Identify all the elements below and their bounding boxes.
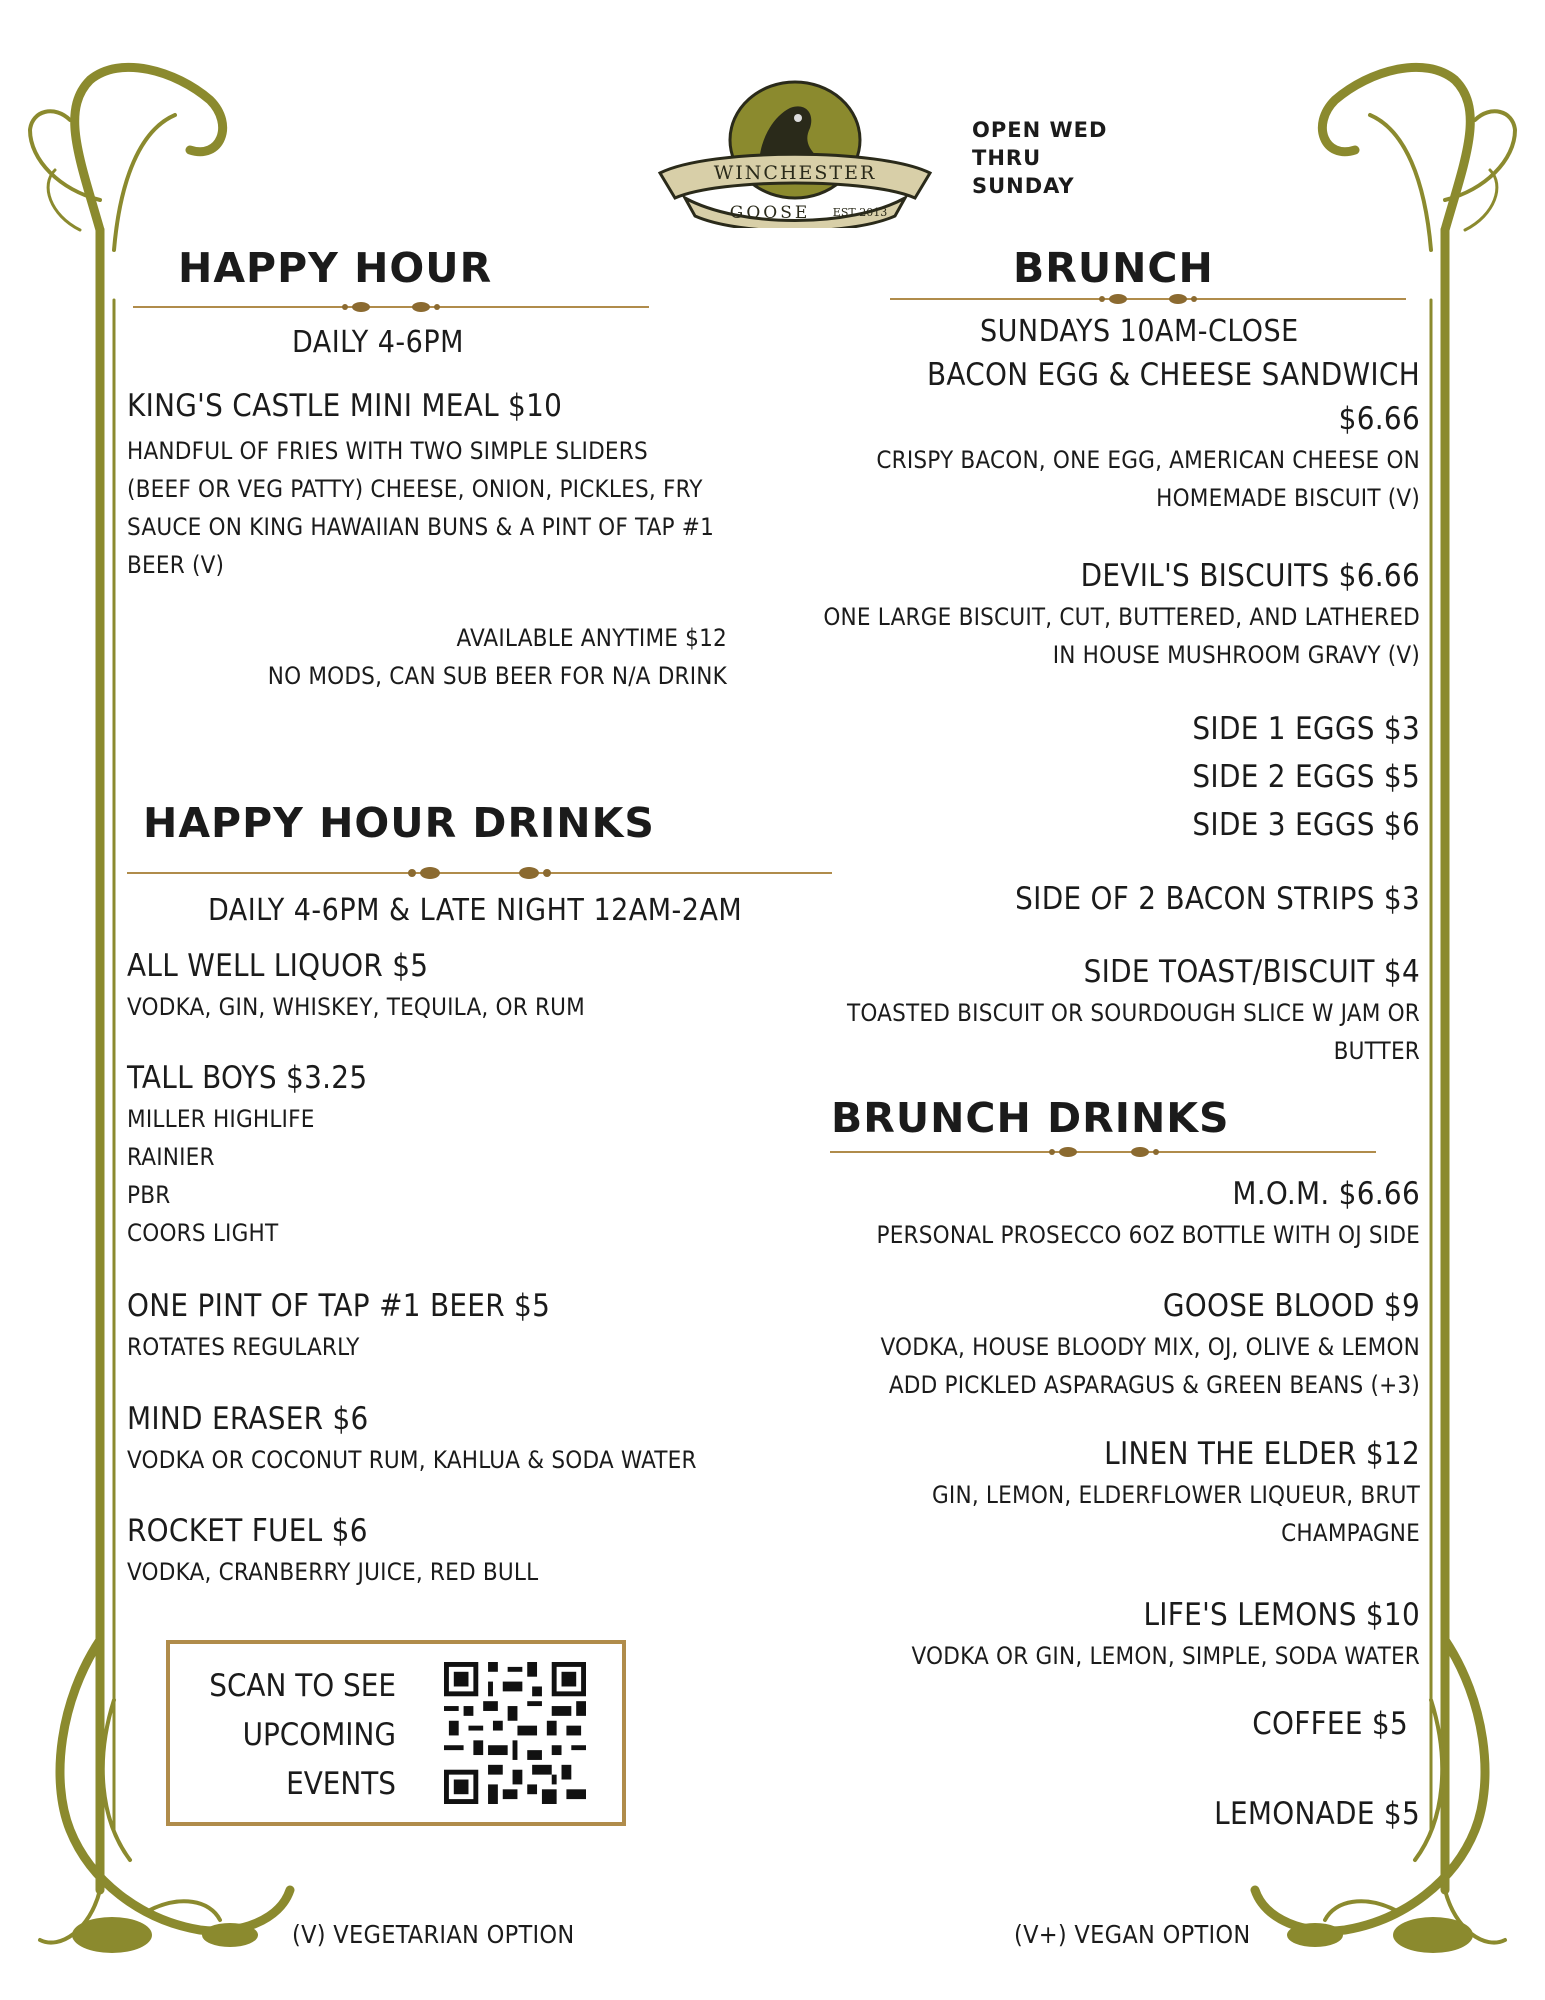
kings-castle-desc-line: BEER (V)	[127, 551, 225, 579]
drink-desc: VODKA OR COCONUT RUM, KAHLUA & SODA WATER	[127, 1446, 697, 1474]
side-2-eggs: SIDE 2 EGGS $5	[1192, 759, 1420, 795]
brunch-subheading: SUNDAYS 10AM-CLOSE	[980, 314, 1299, 349]
drink-title: ALL WELL LIQUOR $5	[127, 948, 429, 984]
toast-title: SIDE TOAST/BISCUIT $4	[1083, 954, 1420, 990]
happy-hour-drinks-heading: HAPPY HOUR DRINKS	[143, 799, 655, 847]
toast-desc-line: TOASTED BISCUIT OR SOURDOUGH SLICE W JAM OR	[846, 999, 1420, 1027]
qr-text-line: EVENTS	[286, 1766, 396, 1802]
kings-castle-desc-line: HANDFUL OF FRIES WITH TWO SIMPLE SLIDERS	[127, 437, 648, 465]
brunch-drinks-divider	[830, 1142, 1376, 1162]
open-line-2: THRU	[972, 146, 1042, 170]
open-line-1: OPEN WED	[972, 118, 1108, 142]
happy-hour-divider	[133, 297, 649, 317]
drink-item	[127, 1288, 550, 1366]
brunch-drink-title: M.O.M. $6.66	[1232, 1176, 1420, 1212]
kings-castle-item	[127, 388, 714, 584]
open-line-3: SUNDAY	[972, 174, 1075, 198]
qr-text-line: SCAN TO SEE	[209, 1668, 396, 1704]
kings-castle-desc-line: SAUCE ON KING HAWAIIAN BUNS & A PINT OF TAP #1	[127, 513, 715, 541]
drink-desc: VODKA, CRANBERRY JUICE, RED BULL	[127, 1558, 539, 1586]
side-1-eggs: SIDE 1 EGGS $3	[1192, 711, 1420, 747]
drink-title: MIND ERASER $6	[127, 1401, 369, 1437]
biscuits-title: DEVIL'S BISCUITS $6.66	[1080, 558, 1420, 594]
brunch-drink-title: LINEN THE ELDER $12	[1104, 1436, 1420, 1472]
brunch-drink-item	[780, 1436, 1420, 1552]
kings-castle-desc	[127, 432, 714, 584]
brunch-drink-title: GOOSE BLOOD $9	[1162, 1288, 1420, 1324]
brunch-drink-desc: PERSONAL PROSECCO 6OZ BOTTLE WITH OJ SIDE	[876, 1221, 1420, 1249]
brunch-drink-desc: VODKA OR GIN, LEMON, SIMPLE, SODA WATER	[911, 1642, 1420, 1670]
toast-item	[780, 954, 1420, 1070]
sandwich-desc	[780, 441, 1420, 517]
note-line: NO MODS, CAN SUB BEER FOR N/A DRINK	[267, 662, 727, 690]
brunch-drink-desc	[780, 1328, 1420, 1404]
brunch-heading: BRUNCH	[1013, 244, 1214, 292]
drink-title: ONE PINT OF TAP #1 BEER $5	[127, 1288, 551, 1324]
drink-desc: VODKA, GIN, WHISKEY, TEQUILA, OR RUM	[127, 993, 586, 1021]
qr-code-icon[interactable]	[444, 1662, 586, 1804]
drink-item	[127, 1513, 538, 1591]
happy-hour-drinks-subheading: DAILY 4-6PM & LATE NIGHT 12AM-2AM	[208, 893, 743, 928]
brunch-drink-desc-line: ADD PICKLED ASPARAGUS & GREEN BEANS (+3)	[888, 1371, 1420, 1399]
brunch-divider	[890, 289, 1406, 309]
qr-text-line: UPCOMING	[242, 1717, 396, 1753]
brunch-drink-item	[780, 1597, 1420, 1675]
logo-top-text: WINCHESTER	[713, 162, 877, 184]
drink-title: TALL BOYS $3.25	[127, 1060, 368, 1096]
brunch-drink-desc	[780, 1476, 1420, 1552]
drink-item	[127, 1060, 367, 1252]
side-bacon: SIDE OF 2 BACON STRIPS $3	[1015, 881, 1420, 917]
kings-castle-note	[200, 619, 727, 695]
vegetarian-legend: (V) VEGETARIAN OPTION	[292, 1920, 575, 1949]
drink-item	[127, 1401, 697, 1479]
note-line: AVAILABLE ANYTIME $12	[456, 624, 727, 652]
brunch-drink-title: LIFE'S LEMONS $10	[1143, 1597, 1420, 1633]
logo-est-text: EST 2013	[832, 206, 888, 219]
happy-hour-subheading: DAILY 4-6PM	[292, 325, 464, 360]
drink-desc: ROTATES REGULARLY	[127, 1333, 360, 1361]
sandwich-title: BACON EGG & CHEESE SANDWICH	[926, 357, 1420, 393]
biscuits-desc	[780, 598, 1420, 674]
qr-events-box[interactable]	[166, 1640, 626, 1826]
biscuits-desc-line: IN HOUSE MUSHROOM GRAVY (V)	[1052, 641, 1420, 669]
happy-hour-drinks-divider	[127, 863, 832, 883]
drink-title: ROCKET FUEL $6	[127, 1513, 368, 1549]
brunch-drink-desc-line: CHAMPAGNE	[1281, 1519, 1420, 1547]
kings-castle-title: KING'S CASTLE MINI MEAL $10	[127, 388, 563, 424]
lemonade-item: LEMONADE $5	[1214, 1796, 1420, 1832]
brunch-drink-item	[780, 1176, 1420, 1254]
sandwich-price: $6.66	[1338, 401, 1420, 437]
drink-desc	[127, 1100, 367, 1252]
drink-item	[127, 948, 585, 1026]
biscuits-desc-line: ONE LARGE BISCUIT, CUT, BUTTERED, AND LATHERED	[823, 603, 1420, 631]
sandwich-desc-line: CRISPY BACON, ONE EGG, AMERICAN CHEESE ON	[876, 446, 1420, 474]
logo-bottom-text: GOOSE	[729, 203, 811, 223]
sandwich-desc-line: HOMEMADE BISCUIT (V)	[1156, 484, 1420, 512]
brunch-drink-desc-line: GIN, LEMON, ELDERFLOWER LIQUEUR, BRUT	[931, 1481, 1420, 1509]
kings-castle-desc-line: (BEEF OR VEG PATTY) CHEESE, ONION, PICKLES, FRY	[127, 475, 703, 503]
vegan-legend: (V+) VEGAN OPTION	[1014, 1920, 1251, 1949]
brunch-drink-desc-line: VODKA, HOUSE BLOODY MIX, OJ, OLIVE & LEMON	[880, 1333, 1420, 1361]
sandwich-item	[780, 357, 1420, 517]
drink-desc-line: COORS LIGHT	[127, 1219, 279, 1247]
side-3-eggs: SIDE 3 EGGS $6	[1192, 807, 1420, 843]
drink-desc-line: PBR	[127, 1181, 171, 1209]
coffee-item: COFFEE $5	[1252, 1706, 1408, 1742]
toast-desc-line: BUTTER	[1333, 1037, 1420, 1065]
drink-desc-line: RAINIER	[127, 1143, 215, 1171]
brunch-drinks-heading: BRUNCH DRINKS	[831, 1094, 1230, 1142]
winchester-goose-logo	[650, 78, 940, 228]
happy-hour-heading: HAPPY HOUR	[178, 244, 493, 292]
brunch-drink-item	[780, 1288, 1420, 1404]
toast-desc	[780, 994, 1420, 1070]
biscuits-item	[780, 558, 1420, 674]
drink-desc-line: MILLER HIGHLIFE	[127, 1105, 315, 1133]
qr-text	[209, 1662, 396, 1809]
open-hours	[972, 116, 1107, 200]
